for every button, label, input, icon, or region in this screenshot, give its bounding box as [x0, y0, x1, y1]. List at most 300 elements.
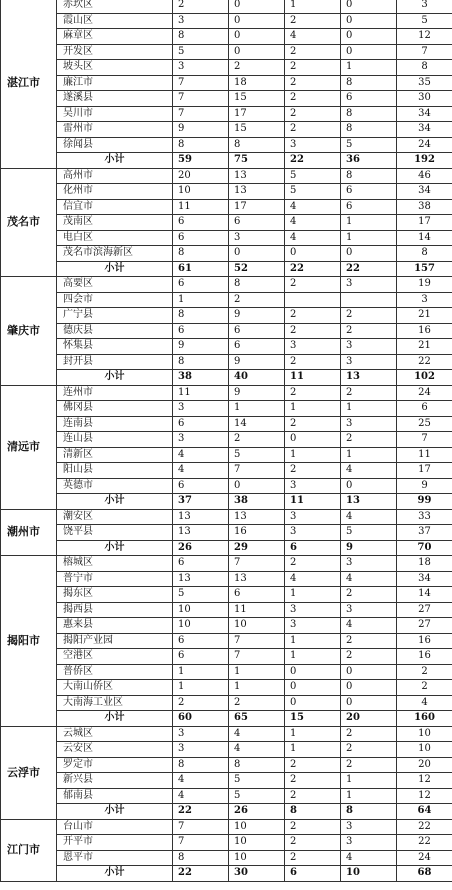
county-cell: 罗定市 [57, 757, 173, 773]
total-cell: 12 [397, 788, 452, 804]
county-cell: 高州市 [57, 168, 173, 184]
total-cell: 14 [397, 587, 452, 603]
county-cell: 连南县 [57, 416, 173, 432]
table-row [1, 773, 452, 789]
total-cell: 102 [397, 370, 452, 386]
table-row [1, 726, 452, 742]
value-cell: 6 [173, 416, 229, 432]
value-cell: 4 [285, 29, 341, 45]
value-cell: 20 [341, 711, 397, 727]
value-cell: 0 [229, 13, 285, 29]
value-cell: 3 [341, 277, 397, 293]
value-cell: 1 [341, 447, 397, 463]
value-cell: 1 [229, 680, 285, 696]
total-cell: 16 [397, 649, 452, 665]
county-cell: 阳山县 [57, 463, 173, 479]
value-cell: 4 [229, 742, 285, 758]
value-cell: 2 [285, 416, 341, 432]
county-cell: 吴川市 [57, 106, 173, 122]
value-cell: 1 [341, 230, 397, 246]
table-row [1, 385, 452, 401]
value-cell: 2 [341, 757, 397, 773]
value-cell: 8 [229, 137, 285, 153]
value-cell: 1 [285, 587, 341, 603]
value-cell: 1 [285, 447, 341, 463]
table-row [1, 91, 452, 107]
value-cell: 9 [229, 354, 285, 370]
value-cell: 10 [341, 866, 397, 882]
county-cell: 空港区 [57, 649, 173, 665]
table-row [1, 478, 452, 494]
value-cell: 38 [229, 494, 285, 510]
value-cell: 8 [229, 277, 285, 293]
total-cell: 27 [397, 602, 452, 618]
county-cell: 连州市 [57, 385, 173, 401]
total-cell: 22 [397, 835, 452, 851]
county-cell: 连山县 [57, 432, 173, 448]
county-cell: 遂溪县 [57, 91, 173, 107]
subtotal-row [1, 540, 452, 556]
value-cell: 1 [285, 633, 341, 649]
table-row [1, 602, 452, 618]
value-cell: 2 [341, 587, 397, 603]
total-cell: 24 [397, 137, 452, 153]
value-cell: 0 [341, 478, 397, 494]
county-cell: 惠来县 [57, 618, 173, 634]
value-cell: 2 [229, 432, 285, 448]
county-cell: 廉江市 [57, 75, 173, 91]
total-cell: 70 [397, 540, 452, 556]
value-cell: 3 [229, 230, 285, 246]
value-cell: 2 [285, 91, 341, 107]
table-row [1, 122, 452, 138]
value-cell: 3 [285, 525, 341, 541]
table-row [1, 230, 452, 246]
county-cell: 开平市 [57, 835, 173, 851]
value-cell: 6 [173, 478, 229, 494]
value-cell: 6 [173, 215, 229, 231]
value-cell: 7 [229, 556, 285, 572]
county-cell: 赤坎区 [57, 0, 173, 13]
value-cell: 36 [341, 153, 397, 169]
value-cell: 3 [173, 742, 229, 758]
value-cell: 2 [229, 695, 285, 711]
total-cell: 5 [397, 13, 452, 29]
value-cell: 8 [341, 75, 397, 91]
total-cell: 34 [397, 106, 452, 122]
total-cell: 33 [397, 509, 452, 525]
table-row [1, 447, 452, 463]
value-cell: 4 [341, 571, 397, 587]
value-cell: 38 [173, 370, 229, 386]
value-cell: 8 [173, 246, 229, 262]
value-cell: 4 [285, 215, 341, 231]
value-cell: 0 [341, 0, 397, 13]
table-row [1, 649, 452, 665]
county-cell: 榕城区 [57, 556, 173, 572]
value-cell: 3 [341, 602, 397, 618]
value-cell: 7 [229, 633, 285, 649]
total-cell: 3 [397, 292, 452, 308]
table-row [1, 13, 452, 29]
value-cell: 13 [229, 184, 285, 200]
value-cell: 8 [285, 804, 341, 820]
county-cell: 普侨区 [57, 664, 173, 680]
total-cell: 18 [397, 556, 452, 572]
county-cell: 怀集县 [57, 339, 173, 355]
value-cell: 0 [285, 680, 341, 696]
value-cell: 4 [285, 230, 341, 246]
value-cell: 5 [173, 587, 229, 603]
subtotal-label: 小计 [57, 804, 173, 820]
county-cell: 云城区 [57, 726, 173, 742]
city-cell: 云浮市 [1, 726, 57, 819]
value-cell: 3 [341, 556, 397, 572]
value-cell: 8 [341, 106, 397, 122]
total-cell: 9 [397, 478, 452, 494]
value-cell: 13 [229, 571, 285, 587]
county-cell: 大南山侨区 [57, 680, 173, 696]
value-cell: 17 [229, 106, 285, 122]
value-cell: 26 [229, 804, 285, 820]
value-cell: 11 [285, 494, 341, 510]
value-cell: 0 [341, 246, 397, 262]
subtotal-label: 小计 [57, 866, 173, 882]
value-cell: 8 [341, 122, 397, 138]
value-cell: 2 [173, 0, 229, 13]
value-cell: 18 [229, 75, 285, 91]
value-cell: 2 [341, 385, 397, 401]
value-cell: 0 [229, 0, 285, 13]
value-cell: 8 [173, 29, 229, 45]
value-cell: 8 [173, 757, 229, 773]
value-cell: 0 [229, 246, 285, 262]
total-cell: 8 [397, 60, 452, 76]
value-cell: 60 [173, 711, 229, 727]
table-row [1, 509, 452, 525]
county-cell: 揭阳产业园 [57, 633, 173, 649]
county-cell: 清新区 [57, 447, 173, 463]
county-cell: 四会市 [57, 292, 173, 308]
total-cell: 35 [397, 75, 452, 91]
value-cell: 1 [285, 726, 341, 742]
value-cell: 22 [285, 153, 341, 169]
total-cell: 16 [397, 323, 452, 339]
value-cell: 2 [285, 850, 341, 866]
value-cell: 3 [341, 835, 397, 851]
value-cell: 15 [229, 122, 285, 138]
subtotal-row [1, 261, 452, 277]
table-row [1, 246, 452, 262]
total-cell: 2 [397, 680, 452, 696]
total-cell: 3 [397, 0, 452, 13]
county-cell: 大南海工业区 [57, 695, 173, 711]
value-cell: 4 [173, 773, 229, 789]
value-cell: 2 [285, 60, 341, 76]
value-cell: 3 [285, 602, 341, 618]
county-cell: 郁南县 [57, 788, 173, 804]
value-cell: 5 [229, 788, 285, 804]
value-cell: 10 [229, 835, 285, 851]
city-cell: 潮州市 [1, 509, 57, 556]
value-cell: 3 [285, 618, 341, 634]
value-cell: 7 [229, 463, 285, 479]
value-cell: 2 [341, 323, 397, 339]
value-cell: 2 [229, 60, 285, 76]
value-cell: 9 [173, 122, 229, 138]
total-cell: 22 [397, 819, 452, 835]
county-cell: 茂南区 [57, 215, 173, 231]
value-cell: 4 [173, 447, 229, 463]
value-cell: 2 [285, 773, 341, 789]
value-cell: 1 [341, 215, 397, 231]
value-cell: 22 [341, 261, 397, 277]
value-cell: 52 [229, 261, 285, 277]
value-cell: 6 [173, 649, 229, 665]
value-cell: 6 [229, 339, 285, 355]
subtotal-row [1, 866, 452, 882]
table-row [1, 633, 452, 649]
county-cell: 恩平市 [57, 850, 173, 866]
value-cell: 2 [285, 385, 341, 401]
table-row [1, 525, 452, 541]
value-cell: 1 [173, 680, 229, 696]
value-cell: 1 [229, 401, 285, 417]
table-row [1, 788, 452, 804]
county-cell: 台山市 [57, 819, 173, 835]
total-cell: 21 [397, 308, 452, 324]
value-cell: 2 [341, 432, 397, 448]
total-cell: 8 [397, 246, 452, 262]
value-cell: 8 [341, 804, 397, 820]
total-cell: 2 [397, 664, 452, 680]
total-cell: 10 [397, 726, 452, 742]
value-cell: 5 [229, 447, 285, 463]
value-cell: 1 [341, 773, 397, 789]
value-cell: 8 [229, 757, 285, 773]
county-cell: 云安区 [57, 742, 173, 758]
value-cell: 6 [285, 866, 341, 882]
total-cell: 46 [397, 168, 452, 184]
total-cell: 17 [397, 463, 452, 479]
value-cell: 10 [229, 618, 285, 634]
value-cell: 3 [341, 354, 397, 370]
table-row [1, 106, 452, 122]
value-cell: 0 [229, 478, 285, 494]
value-cell: 3 [285, 339, 341, 355]
value-cell: 8 [173, 850, 229, 866]
value-cell: 2 [285, 354, 341, 370]
subtotal-row [1, 711, 452, 727]
value-cell: 2 [285, 835, 341, 851]
total-cell: 30 [397, 91, 452, 107]
county-cell: 茂名市滨海新区 [57, 246, 173, 262]
value-cell: 2 [285, 757, 341, 773]
value-cell: 11 [229, 602, 285, 618]
county-cell: 化州市 [57, 184, 173, 200]
total-cell: 10 [397, 742, 452, 758]
total-cell: 12 [397, 29, 452, 45]
table-row [1, 354, 452, 370]
value-cell: 3 [285, 509, 341, 525]
value-cell: 10 [173, 602, 229, 618]
total-cell: 20 [397, 757, 452, 773]
county-cell: 高要区 [57, 277, 173, 293]
value-cell: 13 [173, 509, 229, 525]
table-row [1, 695, 452, 711]
value-cell: 2 [285, 122, 341, 138]
value-cell: 6 [173, 556, 229, 572]
county-cell: 揭西县 [57, 602, 173, 618]
value-cell: 2 [229, 292, 285, 308]
table-row [1, 323, 452, 339]
table-row [1, 432, 452, 448]
table-row [1, 819, 452, 835]
value-cell: 3 [173, 13, 229, 29]
value-cell: 3 [173, 726, 229, 742]
value-cell: 26 [173, 540, 229, 556]
table-row [1, 199, 452, 215]
value-cell: 2 [341, 308, 397, 324]
value-cell: 0 [341, 44, 397, 60]
value-cell: 2 [285, 75, 341, 91]
total-cell: 160 [397, 711, 452, 727]
value-cell: 2 [285, 463, 341, 479]
value-cell [341, 292, 397, 308]
table-row [1, 29, 452, 45]
value-cell: 9 [173, 339, 229, 355]
county-cell: 坡头区 [57, 60, 173, 76]
value-cell: 2 [285, 106, 341, 122]
value-cell: 0 [285, 664, 341, 680]
value-cell: 6 [173, 230, 229, 246]
value-cell: 3 [173, 432, 229, 448]
total-cell: 157 [397, 261, 452, 277]
value-cell: 13 [173, 571, 229, 587]
subtotal-row [1, 153, 452, 169]
county-cell: 饶平县 [57, 525, 173, 541]
total-cell: 16 [397, 633, 452, 649]
city-cell: 肇庆市 [1, 277, 57, 386]
value-cell: 1 [341, 60, 397, 76]
value-cell: 8 [173, 137, 229, 153]
value-cell: 6 [173, 633, 229, 649]
value-cell: 1 [285, 649, 341, 665]
value-cell: 3 [285, 137, 341, 153]
value-cell: 11 [285, 370, 341, 386]
value-cell: 3 [341, 416, 397, 432]
total-cell: 38 [397, 199, 452, 215]
county-cell: 麻章区 [57, 29, 173, 45]
value-cell: 6 [229, 323, 285, 339]
value-cell: 0 [285, 246, 341, 262]
value-cell: 5 [341, 525, 397, 541]
subtotal-row [1, 804, 452, 820]
total-cell: 34 [397, 571, 452, 587]
city-cell: 揭阳市 [1, 556, 57, 727]
value-cell: 15 [229, 91, 285, 107]
value-cell: 6 [173, 277, 229, 293]
value-cell: 2 [285, 323, 341, 339]
total-cell: 34 [397, 184, 452, 200]
value-cell: 65 [229, 711, 285, 727]
value-cell: 6 [229, 587, 285, 603]
value-cell: 0 [229, 29, 285, 45]
value-cell: 1 [341, 788, 397, 804]
value-cell: 7 [173, 819, 229, 835]
value-cell: 2 [285, 277, 341, 293]
value-cell: 5 [173, 44, 229, 60]
value-cell: 4 [341, 509, 397, 525]
value-cell: 20 [173, 168, 229, 184]
table-row [1, 587, 452, 603]
value-cell: 1 [229, 664, 285, 680]
value-cell: 40 [229, 370, 285, 386]
county-cell: 开发区 [57, 44, 173, 60]
subtotal-label: 小计 [57, 540, 173, 556]
county-cell: 潮安区 [57, 509, 173, 525]
value-cell: 0 [341, 664, 397, 680]
value-cell: 16 [229, 525, 285, 541]
table-row [1, 556, 452, 572]
value-cell: 0 [341, 695, 397, 711]
value-cell: 10 [229, 850, 285, 866]
value-cell: 7 [229, 649, 285, 665]
value-cell: 3 [173, 60, 229, 76]
county-cell: 雷州市 [57, 122, 173, 138]
county-cell: 信宜市 [57, 199, 173, 215]
total-cell: 7 [397, 432, 452, 448]
total-cell: 25 [397, 416, 452, 432]
total-cell: 37 [397, 525, 452, 541]
value-cell: 2 [285, 13, 341, 29]
total-cell: 17 [397, 215, 452, 231]
total-cell: 11 [397, 447, 452, 463]
county-cell: 新兴县 [57, 773, 173, 789]
total-cell: 14 [397, 230, 452, 246]
value-cell: 9 [229, 385, 285, 401]
county-cell: 封开县 [57, 354, 173, 370]
table-row [1, 742, 452, 758]
value-cell: 10 [173, 184, 229, 200]
total-cell: 192 [397, 153, 452, 169]
county-cell: 电白区 [57, 230, 173, 246]
value-cell: 11 [173, 385, 229, 401]
city-cell: 茂名市 [1, 168, 57, 277]
value-cell: 61 [173, 261, 229, 277]
value-cell: 37 [173, 494, 229, 510]
value-cell: 1 [173, 292, 229, 308]
value-cell: 6 [341, 184, 397, 200]
county-cell: 揭东区 [57, 587, 173, 603]
value-cell: 0 [285, 695, 341, 711]
value-cell: 30 [229, 866, 285, 882]
table-row [1, 137, 452, 153]
total-cell: 12 [397, 773, 452, 789]
value-cell: 4 [341, 463, 397, 479]
value-cell: 75 [229, 153, 285, 169]
subtotal-row [1, 494, 452, 510]
value-cell: 8 [173, 354, 229, 370]
value-cell: 1 [285, 0, 341, 13]
total-cell: 68 [397, 866, 452, 882]
value-cell: 2 [173, 695, 229, 711]
value-cell: 6 [229, 215, 285, 231]
value-cell: 29 [229, 540, 285, 556]
value-cell: 2 [285, 819, 341, 835]
value-cell: 7 [173, 91, 229, 107]
value-cell: 3 [173, 401, 229, 417]
